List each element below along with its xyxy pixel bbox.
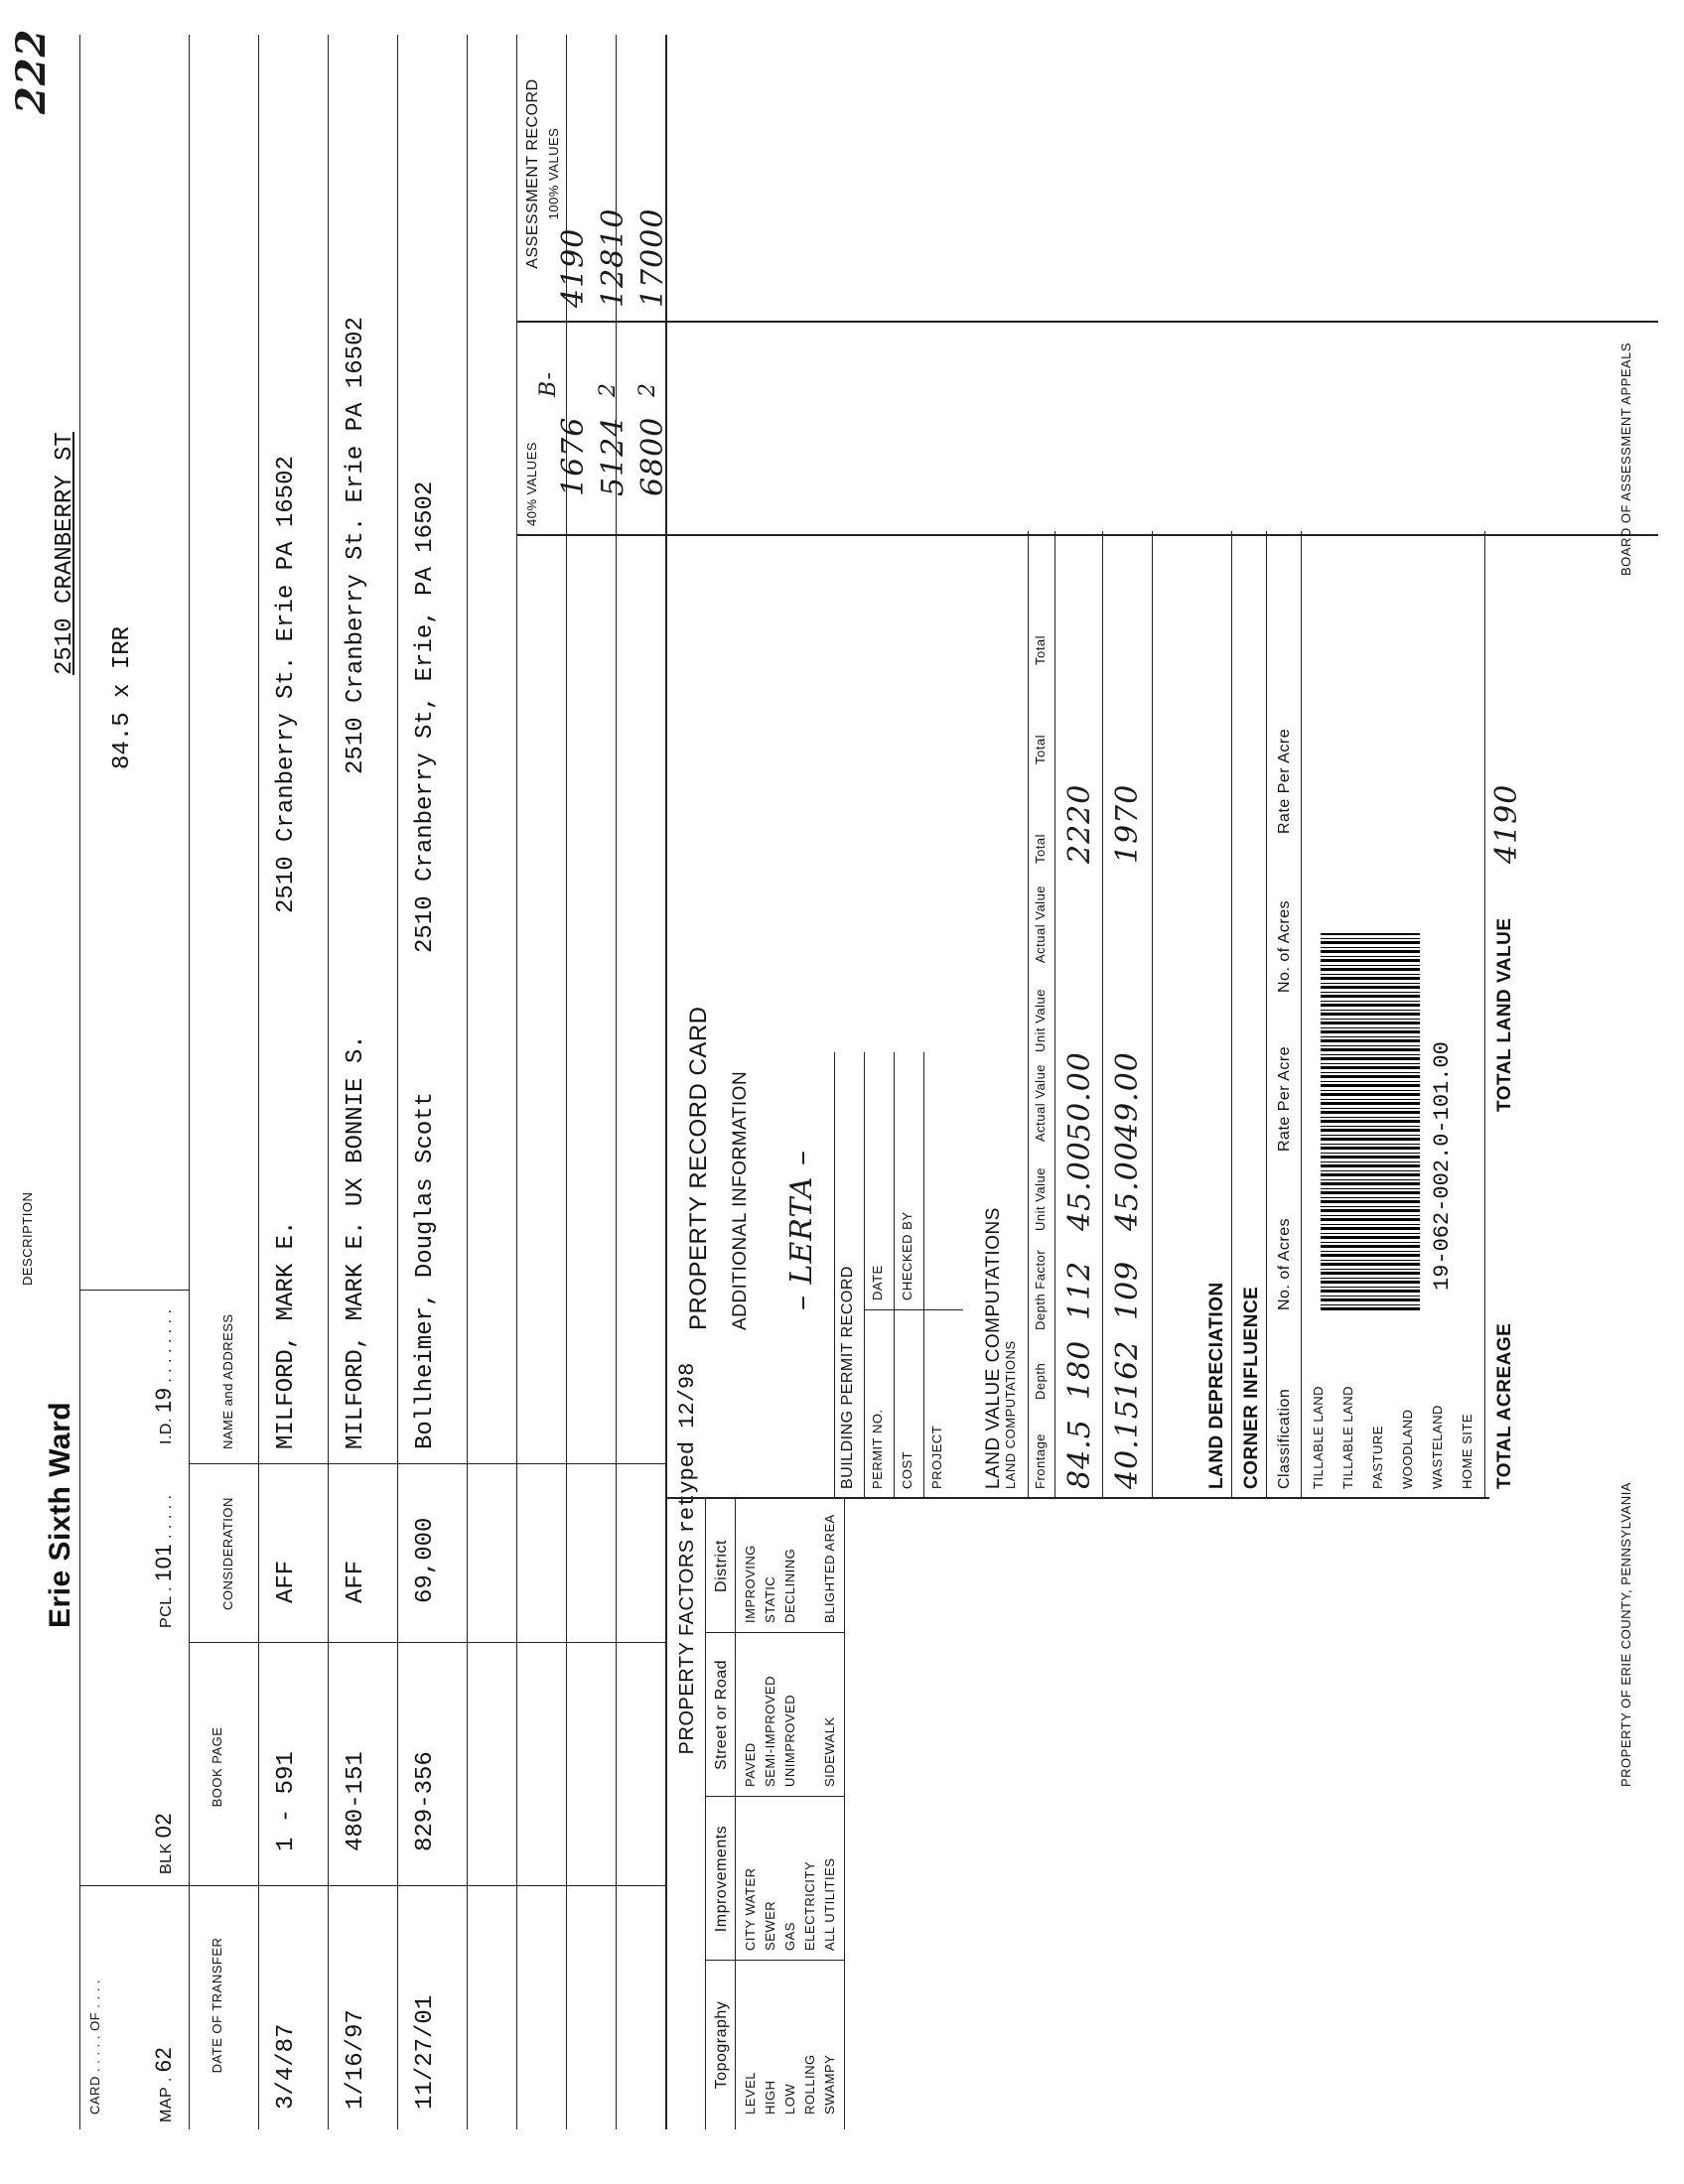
pcl-field: PCL . 101 . . . . . <box>151 1494 176 1628</box>
land-rule <box>1266 531 1267 1499</box>
land-depreciation: LAND DEPRECIATION <box>1206 1282 1227 1489</box>
transfer-row-rule <box>328 35 329 2129</box>
permit-rule <box>864 1052 865 1499</box>
land-rule <box>1484 531 1485 1499</box>
corner-mark: 222 <box>8 28 55 114</box>
district-declining: DECLINING <box>782 1548 797 1623</box>
district-header: District <box>713 1540 730 1592</box>
topography-swampy: SWAMPY <box>822 2054 837 2115</box>
land-actual-value: 50.00 <box>1062 1051 1097 1142</box>
assessment-mark: 2 <box>635 382 660 397</box>
lerta-note: – LERTA – <box>784 1150 819 1310</box>
values-40-bldgs: 5124 <box>596 416 631 496</box>
blk-field: BLK 02 <box>151 1812 176 1874</box>
permit-no-label: PERMIT NO. <box>870 1409 885 1489</box>
land-header-rule <box>1028 531 1029 1499</box>
permit-rule <box>834 1052 835 1499</box>
transfer-address: 2510 Cranberry St, Erie, PA 16502 <box>412 480 439 953</box>
ward-title: Erie Sixth Ward <box>44 1401 76 1628</box>
improvement-electricity: ELECTRICITY <box>802 1860 817 1951</box>
factors-rule <box>735 1499 736 2129</box>
total-land-value: 4190 <box>1489 783 1524 864</box>
land-header: Total <box>1033 834 1048 864</box>
street-sidewalk: SIDEWALK <box>822 1716 837 1787</box>
assessment-land: 4190 <box>556 227 591 308</box>
classification-pasture: PASTURE <box>1370 1426 1385 1489</box>
assessment-total: 17000 <box>635 207 670 308</box>
assessment-subtitle: 100% VALUES <box>546 127 561 220</box>
col-name: NAME and ADDRESS <box>220 1313 235 1449</box>
values-40-total: 6800 <box>635 416 670 496</box>
land-depth-factor: 112 <box>1062 1260 1097 1320</box>
street-paved: PAVED <box>743 1742 758 1787</box>
acre-header: Rate Per Acre <box>1276 728 1293 834</box>
factors-vline <box>705 1632 844 1633</box>
transfer-book: 480-151 <box>343 1751 369 1851</box>
land-unit-value: 45.00 <box>1062 1141 1097 1231</box>
transfer-address: 2510 Cranberry St. Erie PA 16502 <box>273 456 300 913</box>
street-header: Street or Road <box>713 1659 730 1771</box>
transfer-row-rule <box>467 35 468 2129</box>
values-40-land: 1676 <box>556 416 591 496</box>
permit-checked-label: CHECKED BY <box>900 1211 914 1300</box>
classification-tillable: TILLABLE LAND <box>1311 1385 1326 1489</box>
transfer-row-rule <box>397 35 398 2129</box>
land-header: Actual Value <box>1033 1063 1048 1142</box>
land-computations-title: LAND VALUE COMPUTATIONS <box>983 1207 1004 1489</box>
values-40-label: 40% VALUES <box>524 442 539 526</box>
assessment-bldgs: 12810 <box>596 207 631 308</box>
transfer-row-rule <box>616 35 617 2129</box>
permit-project-label: PROJECT <box>929 1425 944 1489</box>
factors-vline <box>705 1960 844 1961</box>
additional-info-label: ADDITIONAL INFORMATION <box>730 1070 751 1330</box>
total-land-value-label: TOTAL LAND VALUE <box>1494 917 1515 1112</box>
classification-wasteland: WASTELAND <box>1430 1405 1445 1489</box>
permit-cost-label: COST <box>900 1450 914 1489</box>
land-depth-factor: 109 <box>1110 1260 1145 1320</box>
land-row-rule <box>1102 531 1103 1499</box>
description-label: DESCRIPTION <box>20 1191 35 1286</box>
barcode <box>1321 933 1420 1310</box>
col-date: DATE OF TRANSFER <box>210 1937 224 2074</box>
land-depth: 180 <box>1062 1339 1097 1400</box>
transfer-bottom-rule <box>665 35 667 2129</box>
transfer-consideration: AFF <box>273 1560 300 1603</box>
topography-low: LOW <box>782 2083 797 2115</box>
land-total: 2220 <box>1062 783 1097 864</box>
improvements-header: Improvements <box>713 1825 730 1933</box>
transfer-vline-1 <box>189 1885 665 1886</box>
assessment-mark: B- <box>536 370 561 397</box>
acre-header: No. of Acres <box>1276 899 1293 993</box>
acre-header: Rate Per Acre <box>1276 1045 1293 1152</box>
land-header: Frontage <box>1033 1433 1048 1489</box>
improvement-gas: GAS <box>782 1922 797 1951</box>
improvement-city-water: CITY WATER <box>743 1867 758 1951</box>
factors-right-border <box>665 1497 1489 1499</box>
footer-property-of: PROPERTY OF ERIE COUNTY, PENNSYLVANIA <box>1618 1482 1633 1787</box>
factors-vline <box>705 1796 844 1797</box>
description-line2: 84.5 x IRR <box>109 625 136 769</box>
id-field: I.D. 19 . . . . . . . . <box>151 1308 176 1444</box>
land-rule <box>1231 531 1232 1499</box>
land-frontage: 84.5 <box>1062 1419 1097 1489</box>
col-book: BOOK PAGE <box>210 1726 224 1808</box>
classification-tillable: TILLABLE LAND <box>1340 1385 1355 1489</box>
transfer-address: 2510 Cranberry St. Erie PA 16502 <box>343 317 369 774</box>
transfer-name: MILFORD, MARK E. UX BONNIE S. <box>343 1034 369 1449</box>
col-consideration: CONSIDERATION <box>220 1497 235 1610</box>
land-header: Depth <box>1033 1362 1048 1400</box>
land-rule <box>1301 531 1302 1499</box>
acre-header: Classification <box>1276 1388 1293 1489</box>
card-label: CARD . . . . . OF . . . . <box>87 1979 102 2115</box>
improvement-all-utilities: ALL UTILITIES <box>822 1857 837 1951</box>
transfer-row-rule <box>516 35 517 2129</box>
map-field: MAP . 62 <box>151 2046 176 2122</box>
transfer-header-rule <box>258 35 259 2129</box>
assessment-title: ASSESSMENT RECORD <box>524 78 541 269</box>
factors-bottom-rule <box>844 1499 845 2129</box>
street-semi-improved: SEMI-IMPROVED <box>763 1676 777 1787</box>
transfer-vline-2 <box>189 1642 665 1643</box>
land-header: Unit Value <box>1033 1166 1048 1231</box>
transfer-name: Bollheimer, Douglas Scott <box>412 1091 439 1449</box>
acre-header: No. of Acres <box>1276 1217 1293 1310</box>
topography-high: HIGH <box>763 2080 777 2115</box>
transfer-date: 1/16/97 <box>343 2009 369 2110</box>
land-row-rule <box>1152 531 1153 1499</box>
transfer-date: 11/27/01 <box>412 1994 439 2110</box>
topography-header: Topography <box>713 2000 730 2090</box>
transfer-book: 829-356 <box>412 1751 439 1851</box>
permit-rule <box>894 1052 895 1499</box>
transfer-consideration: AFF <box>343 1560 369 1603</box>
assessment-left-border <box>516 321 1658 323</box>
corner-influence: CORNER INFLUENCE <box>1241 1286 1262 1489</box>
classification-home-site: HOME SITE <box>1460 1413 1474 1489</box>
land-header: Unit Value <box>1033 988 1048 1052</box>
land-actual-value: 49.00 <box>1110 1051 1145 1142</box>
description-divider <box>79 1290 189 1291</box>
header-rule <box>79 35 80 2129</box>
header-divider-1 <box>79 1885 189 1886</box>
improvement-sewer: SEWER <box>763 1900 777 1951</box>
description-line1: 2510 CRANBERRY ST <box>52 432 78 675</box>
land-total: 1970 <box>1110 783 1145 864</box>
topography-level: LEVEL <box>743 2072 758 2115</box>
record-card-title: PROPERTY RECORD CARD <box>685 1006 712 1330</box>
land-frontage: 40.15 <box>1110 1399 1145 1489</box>
values-left-border <box>516 534 1658 536</box>
transfer-row-rule <box>566 35 567 2129</box>
permit-rule <box>923 1052 924 1499</box>
transfer-book: 1 - 591 <box>273 1751 300 1851</box>
land-header: Depth Factor <box>1033 1249 1048 1330</box>
assessment-mark: 2 <box>596 382 621 397</box>
district-blighted: BLIGHTED AREA <box>822 1514 837 1623</box>
permit-title: BUILDING PERMIT RECORD <box>839 1266 856 1489</box>
land-header: Total <box>1033 735 1048 764</box>
total-acreage: TOTAL ACREAGE <box>1494 1322 1515 1489</box>
permit-date-label: DATE <box>870 1265 885 1300</box>
land-depth: 162 <box>1110 1339 1145 1400</box>
street-unimproved: UNIMPROVED <box>782 1694 797 1787</box>
land-header-rule <box>1054 531 1055 1499</box>
land-header: Actual Value <box>1033 885 1048 963</box>
transfer-consideration: 69,000 <box>412 1517 439 1603</box>
land-header: Total <box>1033 635 1048 665</box>
transfer-date: 3/4/87 <box>273 2023 300 2110</box>
footer-board: BOARD OF ASSESSMENT APPEALS <box>1618 341 1633 576</box>
transfer-name: MILFORD, MARK E. <box>273 1220 300 1449</box>
permit-vline <box>864 1309 963 1310</box>
district-improving: IMPROVING <box>743 1545 758 1623</box>
land-unit-value: 45.00 <box>1110 1141 1145 1231</box>
factors-rule <box>705 1499 706 2129</box>
barcode-number: 19-062-002.0-101.00 <box>1430 1041 1455 1291</box>
land-computations-label: LAND COMPUTATIONS <box>1003 1340 1018 1489</box>
transfer-vline-3 <box>189 1463 665 1464</box>
classification-woodland: WOODLAND <box>1400 1409 1415 1489</box>
property-factors-title: PROPERTY FACTORS retyped 12/98 <box>675 1362 700 1755</box>
district-static: STATIC <box>763 1575 777 1623</box>
topography-rolling: ROLLING <box>802 2054 817 2115</box>
